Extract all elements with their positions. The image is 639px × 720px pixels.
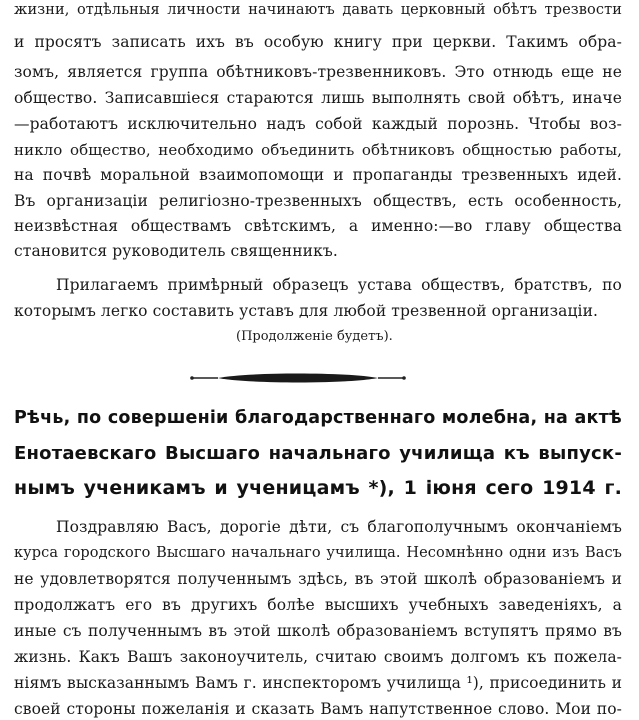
text-line: Въ организаціи религіозно-трезвенныхъ обществъ, есть особенность, — [14, 192, 622, 210]
continued-note: (Продолженіе будетъ). — [236, 329, 393, 344]
text-line: становится руководитель священникъ. — [14, 242, 338, 260]
ornamental-divider — [188, 370, 408, 386]
title-line: Енотаевскаго Высшаго начальнаго училища къ выпуск- — [14, 443, 622, 464]
text-line: жизнь. Какъ Вашъ законоучитель, считаю своимъ долгомъ къ пожела- — [14, 648, 622, 666]
title-line: Рѣчь, по совершеніи благодарственнаго молебна, на актѣ — [14, 408, 622, 428]
text-line: не удовлетворятся полученнымъ здѣсь, въ этой школѣ образованіемъ и — [14, 570, 622, 588]
text-line: неизвѣстная обществамъ свѣтскимъ, а именно:—во главу общества — [14, 217, 622, 235]
text-line: ніямъ высказаннымъ Вамъ г. инспекторомъ училища ¹), присоединить и — [14, 674, 622, 692]
text-line: иные съ полученнымъ въ этой школѣ образованіемъ вступятъ прямо въ — [14, 622, 622, 640]
text-line: и просятъ записать ихъ въ особую книгу при церкви. Такимъ обра- — [14, 33, 622, 51]
text-line: общество. Записавшіеся стараются лишь выполнять свой обѣтъ, иначе — [14, 89, 622, 107]
text-line: которымъ легко составить уставъ для любой трезвенной организаціи. — [14, 302, 599, 320]
text-line: на почвѣ моральной взаимопомощи и пропаганды трезвенныхъ идей. — [14, 166, 622, 184]
text-line: Прилагаемъ примѣрный образецъ устава обществъ, братствъ, по — [56, 276, 622, 294]
text-line: продолжатъ его въ другихъ болѣе высшихъ учебныхъ заведеніяхъ, а — [14, 596, 622, 614]
text-line: зомъ, является группа обѣтниковъ-трезвенниковъ. Это отнюдь еще не — [14, 63, 622, 81]
text-line: курса городского Высшаго начальнаго училища. Несомнѣнно одни изъ Васъ — [14, 545, 622, 561]
title-line: нымъ ученикамъ и ученицамъ *), 1 іюня сего 1914 г. — [14, 477, 622, 499]
text-line: своей стороны пожеланія и сказать Вамъ напутственное слово. Мои по- — [14, 700, 622, 718]
text-line: жизни, отдѣльныя личности начинаютъ давать церковный обѣтъ трезвости — [14, 2, 622, 18]
text-line: —работаютъ исключительно надъ собой каждый порознь. Чтобы воз- — [14, 115, 622, 133]
text-line: никло общество, необходимо объединить обѣтниковъ общностью работы, — [14, 141, 622, 159]
text-line: Поздравляю Васъ, дорогіе дѣти, съ благополучнымъ окончаніемъ — [56, 518, 622, 536]
